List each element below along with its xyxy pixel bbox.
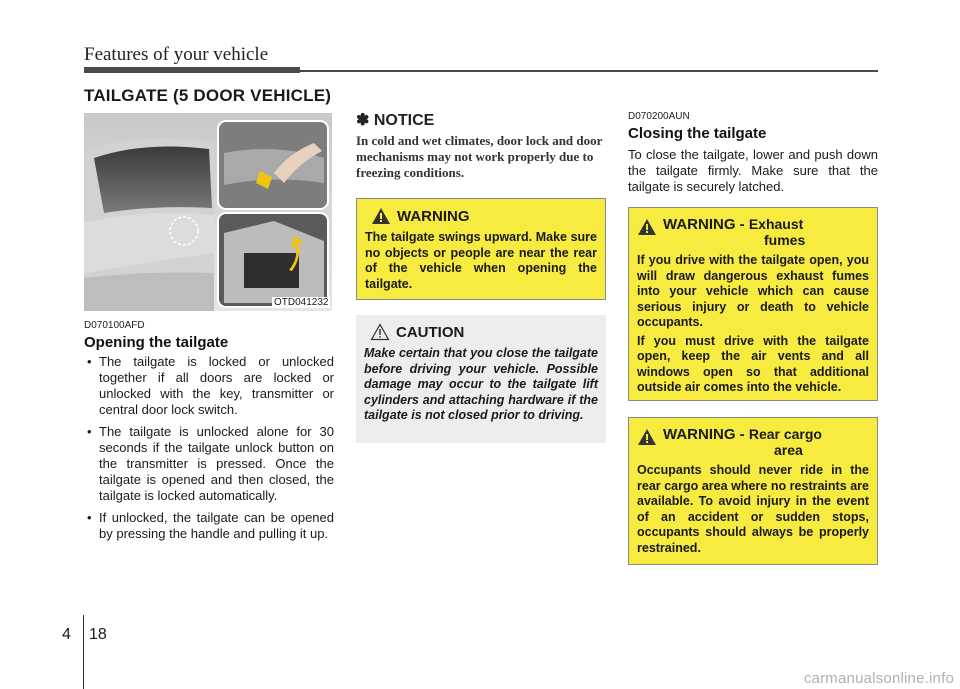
warning-text: The tailgate swings upward. Make sure no objects or people are near the rear of the vehicle when opening the tailgate. bbox=[365, 230, 597, 291]
warning-title: WARNING - bbox=[663, 426, 745, 443]
warning-title-row bbox=[637, 426, 869, 458]
warning-exhaust-box bbox=[628, 207, 878, 401]
figure-caption: OTD041232 bbox=[274, 297, 329, 308]
caution-box bbox=[356, 315, 606, 443]
header-rule-thin bbox=[300, 70, 878, 72]
warning-subtitle: area bbox=[774, 442, 803, 458]
warning-title: WARNING - bbox=[663, 216, 745, 233]
car-rear-illustration bbox=[84, 113, 332, 311]
header-rule bbox=[84, 67, 300, 73]
caution-text: Make certain that you close the tailgate before driving your vehicle. Possible damage may occur to the tailgate lift cylinders and attaching hardware if the tailgate is not closed prior to driving. bbox=[364, 346, 598, 422]
list-item: • If unlocked, the tailgate can be opened by pressing the handle and pulling it up. bbox=[84, 510, 334, 542]
tailgate-photo bbox=[84, 113, 332, 311]
closing-text: To close the tailgate, lower and push down the tailgate firmly. Make sure that the tailgate is securely latched. bbox=[628, 147, 878, 194]
list-item: • The tailgate is locked or unlocked together if all doors are locked or unlocked with the key, transmitter or central door lock switch. bbox=[84, 354, 334, 418]
opening-heading: Opening the tailgate bbox=[84, 334, 229, 351]
warning-heading bbox=[663, 216, 805, 248]
watermark: carmanualsonline.info bbox=[803, 670, 954, 687]
chapter-number: 4 bbox=[62, 626, 71, 643]
warning-heading bbox=[663, 426, 822, 458]
header-title: Features of your vehicle bbox=[84, 44, 269, 65]
warning-cargo-box bbox=[628, 417, 878, 565]
warning-subtitle: Exhaust bbox=[748, 216, 804, 232]
warning-subtitle: fumes bbox=[764, 232, 806, 248]
list-item: • The tailgate is unlocked alone for 30 seconds if the tailgate unlock button on the transmitter is pressed. Once the tailgate is opened and then closed, the tailgate is locked automatically. bbox=[84, 424, 334, 504]
warning-icon bbox=[371, 207, 391, 225]
caution-title: CAUTION bbox=[396, 323, 465, 341]
warning-subtitle: Rear cargo bbox=[748, 426, 822, 442]
notice-title: ✽ NOTICE bbox=[356, 112, 435, 129]
warning-title-row bbox=[371, 207, 597, 225]
warning-icon bbox=[637, 428, 657, 446]
notice-text: In cold and wet climates, door lock and door mechanisms may not work properly due to freezing conditions. bbox=[356, 133, 603, 180]
warning-text: If you drive with the tailgate open, you will draw dangerous exhaust fumes into your vehicle which can cause serious injury or death to vehicle occupants. bbox=[637, 253, 869, 329]
footer-rule bbox=[83, 615, 84, 689]
closing-heading: Closing the tailgate bbox=[628, 125, 767, 142]
section-code: D070200AUN bbox=[628, 111, 690, 122]
warning-text: Occupants should never ride in the rear cargo area where no restraints are available. To avoid injury in the event of an accident or sudden stops, occupants should always be properly restrained. bbox=[637, 463, 869, 555]
page-number: 18 bbox=[89, 626, 107, 643]
warning-text: If you must drive with the tailgate open, keep the air vents and all windows open so that additional outside air comes into the vehicle. bbox=[637, 333, 869, 394]
opening-bullets bbox=[84, 354, 334, 548]
caution-title-row bbox=[370, 323, 598, 341]
caution-icon bbox=[370, 323, 390, 341]
section-code: D070100AFD bbox=[84, 320, 145, 331]
warning-icon bbox=[637, 218, 657, 236]
warning-title-row bbox=[637, 216, 869, 248]
warning-box bbox=[356, 198, 606, 300]
warning-title: WARNING bbox=[397, 207, 470, 225]
section-title: TAILGATE (5 DOOR VEHICLE) bbox=[84, 86, 332, 105]
